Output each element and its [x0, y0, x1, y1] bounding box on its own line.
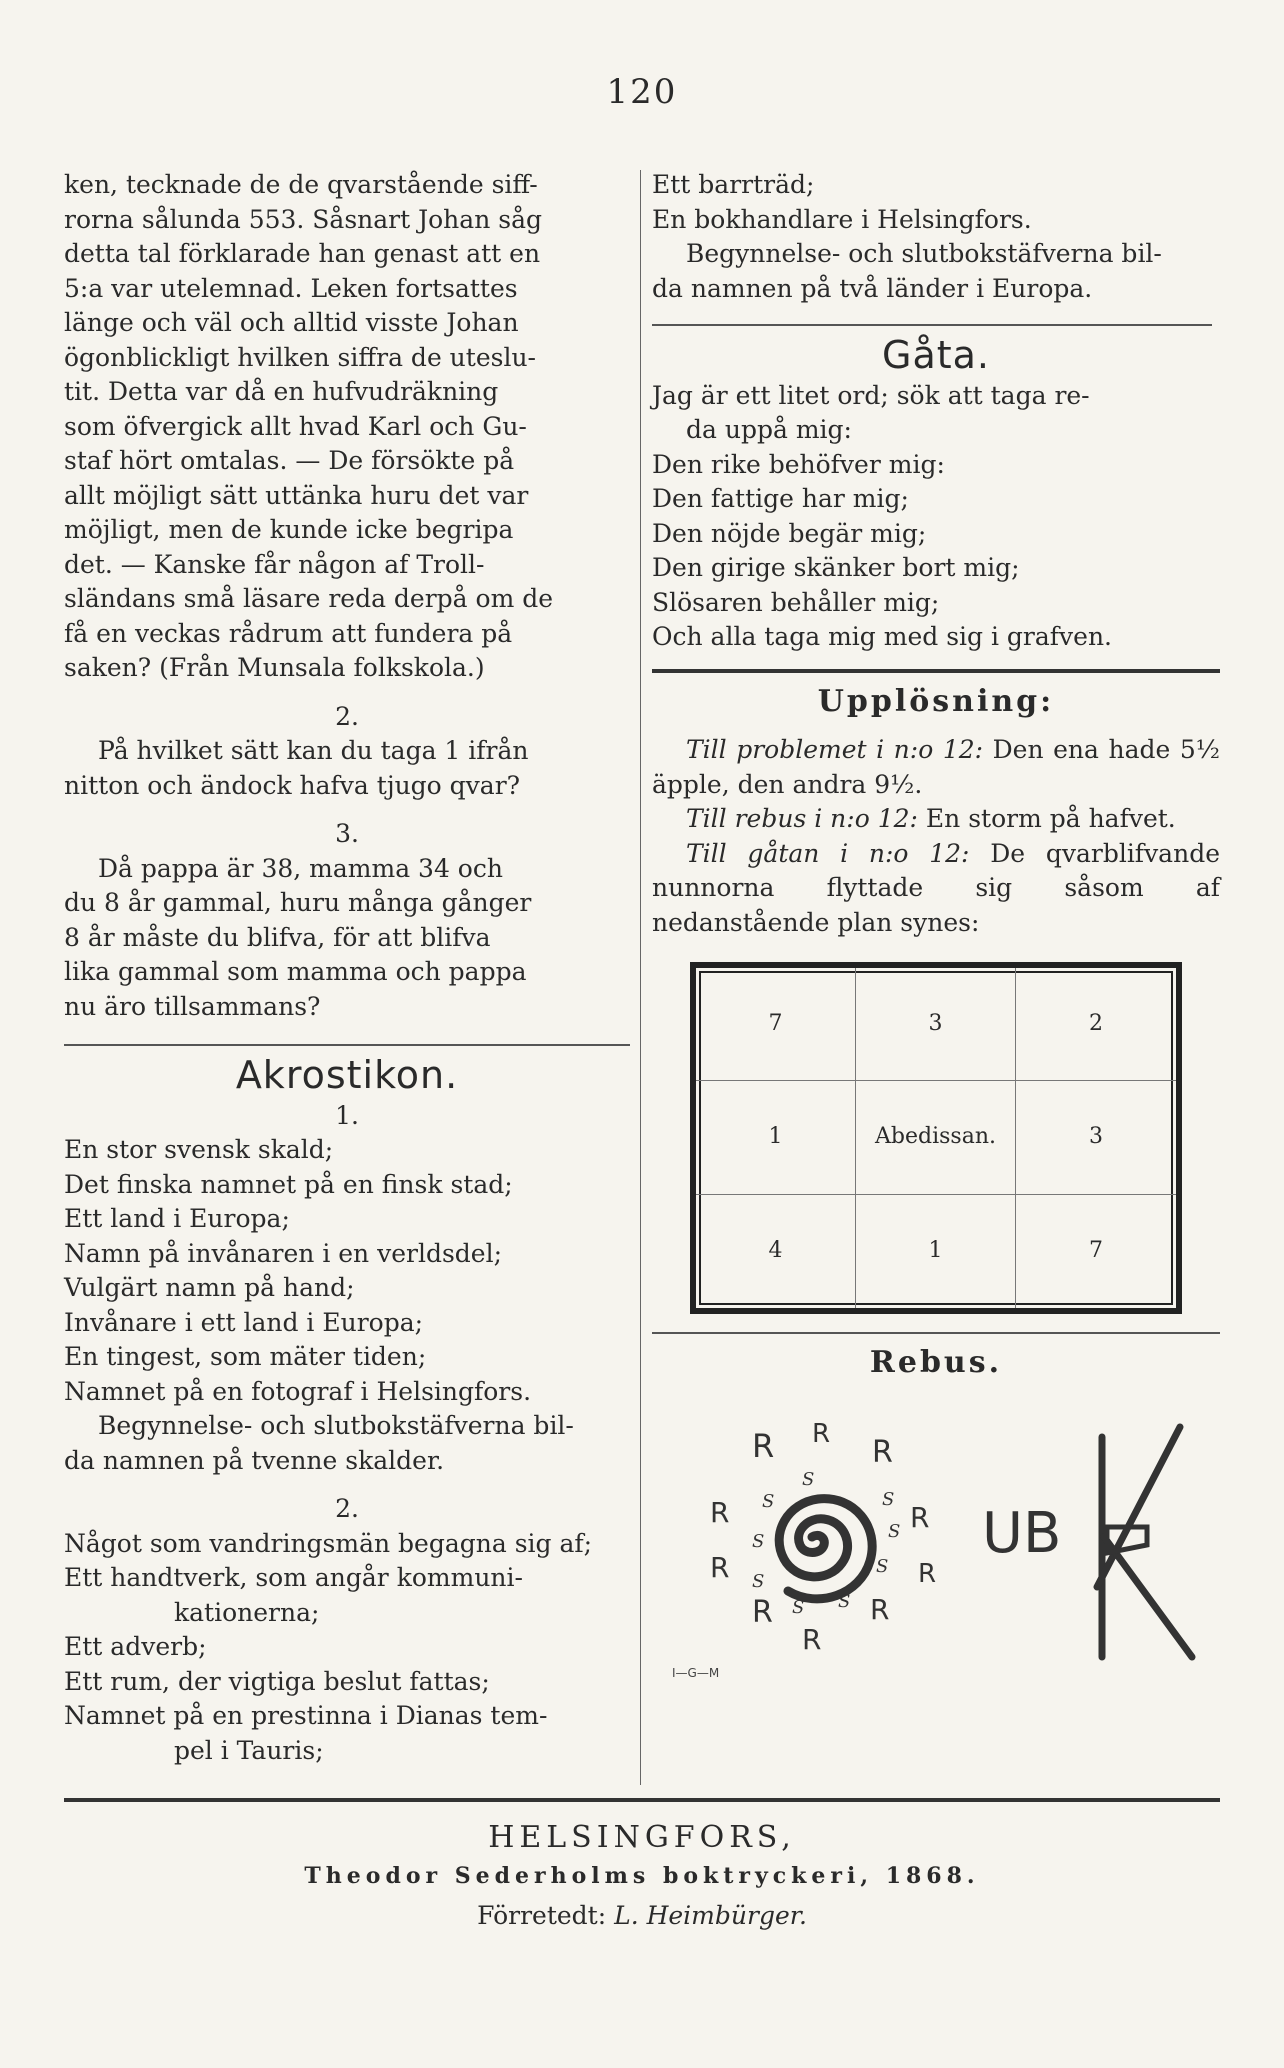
text-line: rorna sålunda 553. Såsnart Johan såg — [64, 204, 542, 234]
text-line: nu äro tillsammans? — [64, 991, 321, 1021]
gata-riddle — [652, 379, 1220, 655]
akrostikon-2 — [64, 1527, 630, 1769]
text-line: ögonblickligt hvilken siffra de uteslu- — [64, 342, 536, 372]
rebus-letter-r: R — [918, 1558, 937, 1589]
rebus-letter-r: R — [710, 1550, 730, 1584]
akrostikon-2-number: 2. — [335, 1494, 359, 1523]
solution-text: De qvarblifvande nunnorna flyttade sig såsom af nedanstående plan synes: — [652, 838, 1220, 937]
text-line: På hvilket sätt kan du taga 1 ifrån — [98, 736, 529, 765]
text-line: Då pappa är 38, mamma 34 och — [98, 853, 503, 883]
text-line: da namnen på två länder i Europa. — [652, 273, 1093, 303]
text-line: som öfvergick allt hvad Karl och Gu- — [64, 411, 527, 441]
rebus-letter-s: S — [888, 1520, 901, 1542]
grid-cell: 1 — [696, 1081, 856, 1194]
grid-cell-center: Abedissan. — [856, 1081, 1016, 1194]
text-line: En bokhandlare i Helsingfors. — [652, 204, 1032, 234]
rebus-letter-s: S — [752, 1530, 765, 1552]
solution-label: Till gåtan i n:o 12: — [686, 838, 970, 868]
gata-heading: Gåta. — [882, 333, 990, 377]
rebus-heading: Rebus. — [869, 1345, 1003, 1380]
rebus-ub-text: UB — [982, 1500, 1062, 1566]
rebus-letter-r: R — [910, 1500, 930, 1534]
grid-cell: 7 — [696, 968, 856, 1081]
editor-label: Förretedt: — [477, 1901, 607, 1930]
text-line: möjligt, men de kunde icke begripa — [64, 515, 514, 544]
rebus-letter-s: S — [838, 1590, 851, 1612]
solutions — [652, 733, 1220, 940]
solution-problem — [652, 733, 1220, 802]
text-line: Den rike behöfver mig: — [652, 449, 945, 479]
section-rule — [652, 324, 1212, 326]
text-line: pel i Tauris; — [174, 1735, 324, 1765]
text-line: ken, tecknade de de qvarstående siff- — [64, 170, 538, 199]
text-line: 5:a var utelemnad. Leken fortsattes — [64, 273, 518, 303]
akrostikon-heading: Akrostikon. — [235, 1053, 459, 1097]
text-line: Ett handtverk, som angår kommuni- — [64, 1563, 523, 1592]
rebus-letter-r: R — [752, 1594, 773, 1630]
editor-name: L. Heimbürger. — [614, 1901, 807, 1930]
text-line: länge och väl och alltid visste Johan — [64, 308, 519, 337]
text-line: Ett land i Europa; — [64, 1204, 290, 1233]
nunnery-plan-grid — [690, 962, 1182, 1314]
solution-text: Den ena hade 5½ äpple, den andra 9½. — [652, 735, 1220, 799]
grid-cell: 1 — [856, 1195, 1016, 1308]
text-line: tit. Detta var då en hufvudräkning — [64, 377, 499, 406]
grid-cell: 7 — [1089, 1238, 1103, 1264]
text-line: sländans små läsare reda derpå om de — [64, 584, 554, 613]
rebus-picture — [652, 1387, 1220, 1687]
rebus-letter-r: R — [752, 1426, 775, 1465]
right-column — [652, 168, 1220, 1687]
k-sticks-icon — [1097, 1427, 1192, 1657]
grid-cell: 2 — [1016, 968, 1176, 1081]
solution-rebus — [652, 802, 1220, 837]
rebus-letter-r: R — [802, 1622, 822, 1656]
text-line: Invånare i ett land i Europa; — [64, 1307, 424, 1337]
left-column — [64, 168, 630, 1768]
text-line: 8 år måste du blifva, för att blifva — [64, 922, 491, 952]
rebus-letter-s: S — [762, 1490, 775, 1512]
rebus-letter-s: S — [882, 1488, 895, 1510]
text-line: En stor svensk skald; — [64, 1135, 334, 1164]
text-line: du 8 år gammal, huru många gånger — [64, 888, 532, 917]
imprint — [0, 1820, 1284, 1930]
text-line: Något som vandringsmän begagna sig af; — [64, 1528, 593, 1558]
text-line: Begynnelse- och slutbokstäfverna bil- — [686, 239, 1162, 268]
upplosning-heading: Upplösning: — [817, 683, 1055, 719]
spiral-icon — [779, 1498, 872, 1598]
text-line: En tingest, som mäter tiden; — [64, 1342, 427, 1371]
rebus-illustration — [652, 1387, 1220, 1687]
text-line: saken? (Från Munsala folkskola.) — [64, 653, 485, 682]
solution-label: Till rebus i n:o 12: — [686, 804, 918, 833]
text-line: Den nöjde begär mig; — [652, 518, 927, 548]
grid-cell: 4 — [696, 1195, 856, 1308]
section-rule — [64, 1044, 630, 1046]
text-line: Namn på invånaren i en verldsdel; — [64, 1238, 503, 1268]
text-line: få en veckas rådrum att fundera på — [64, 618, 513, 648]
footer-rule — [64, 1798, 1220, 1802]
text-line: Och alla taga mig med sig i grafven. — [652, 622, 1112, 651]
text-line: lika gammal som mamma och pappa — [64, 957, 527, 986]
text-line: staf hört omtalas. — De försökte på — [64, 446, 515, 475]
akrostikon-1 — [64, 1133, 630, 1478]
rebus-letter-r: R — [870, 1592, 890, 1626]
text-line: Ett barrträd; — [652, 170, 815, 199]
text-line: allt möjligt sätt uttänka huru det var — [64, 480, 529, 510]
text-line: Ett rum, der vigtiga beslut fattas; — [64, 1666, 490, 1696]
text-line: Jag är ett litet ord; sök att taga re- — [652, 380, 1090, 410]
text-line: Slösaren behåller mig; — [652, 587, 940, 617]
text-line: Begynnelse- och slutbokstäfverna bil- — [98, 1411, 574, 1440]
grid-cell: 3 — [856, 968, 1016, 1081]
imprint-press: Theodor Sederholms boktryckeri, 1868. — [304, 1863, 980, 1889]
rebus-letter-s: S — [752, 1570, 765, 1592]
rebus-letter-s: S — [792, 1596, 805, 1618]
text-line: Den girige skänker bort mig; — [652, 553, 1020, 582]
puzzle-2-number: 2. — [335, 701, 359, 731]
akrostikon-2-continued — [652, 168, 1220, 306]
text-line: Ett adverb; — [64, 1632, 207, 1661]
intro-paragraph — [64, 168, 630, 686]
rebus-signature: I—G—M — [672, 1665, 720, 1680]
rebus-letter-r: R — [812, 1418, 831, 1449]
imprint-city: HELSINGFORS, — [488, 1820, 796, 1855]
akrostikon-1-number: 1. — [335, 1100, 359, 1130]
text-line: Den fattige har mig; — [652, 484, 909, 513]
column-divider — [640, 170, 641, 1785]
text-line: kationerna; — [174, 1597, 320, 1627]
section-rule — [652, 669, 1220, 673]
text-line: det. — Kanske får någon af Troll- — [64, 549, 485, 579]
text-line: da namnen på tvenne skalder. — [64, 1445, 445, 1475]
text-line: da uppå mig: — [686, 415, 852, 444]
puzzle-3 — [64, 852, 630, 1025]
rebus-letter-s: S — [876, 1555, 889, 1577]
rebus-letter-r: R — [710, 1495, 730, 1529]
text-line: Namnet på en fotograf i Helsingfors. — [64, 1376, 532, 1406]
solution-label: Till problemet i n:o 12: — [686, 735, 984, 764]
section-rule — [652, 1332, 1220, 1334]
solution-gata — [652, 837, 1220, 941]
page-number: 120 — [606, 72, 678, 112]
imprint-editor — [0, 1901, 1284, 1930]
text-line: detta tal förklarade han genast att en — [64, 239, 541, 268]
rebus-letter-r: R — [872, 1434, 893, 1470]
rebus-letter-s: S — [802, 1468, 815, 1490]
text-line: Det finska namnet på en finsk stad; — [64, 1169, 513, 1199]
text-line: nitton och ändock hafva tjugo qvar? — [64, 770, 521, 800]
text-line: Namnet på en prestinna i Dianas tem- — [64, 1701, 548, 1730]
grid-cell: 3 — [1016, 1081, 1176, 1194]
puzzle-2 — [64, 734, 630, 803]
text-line: Vulgärt namn på hand; — [64, 1273, 355, 1302]
solution-text: En storm på hafvet. — [925, 804, 1176, 833]
puzzle-3-number: 3. — [335, 819, 359, 848]
